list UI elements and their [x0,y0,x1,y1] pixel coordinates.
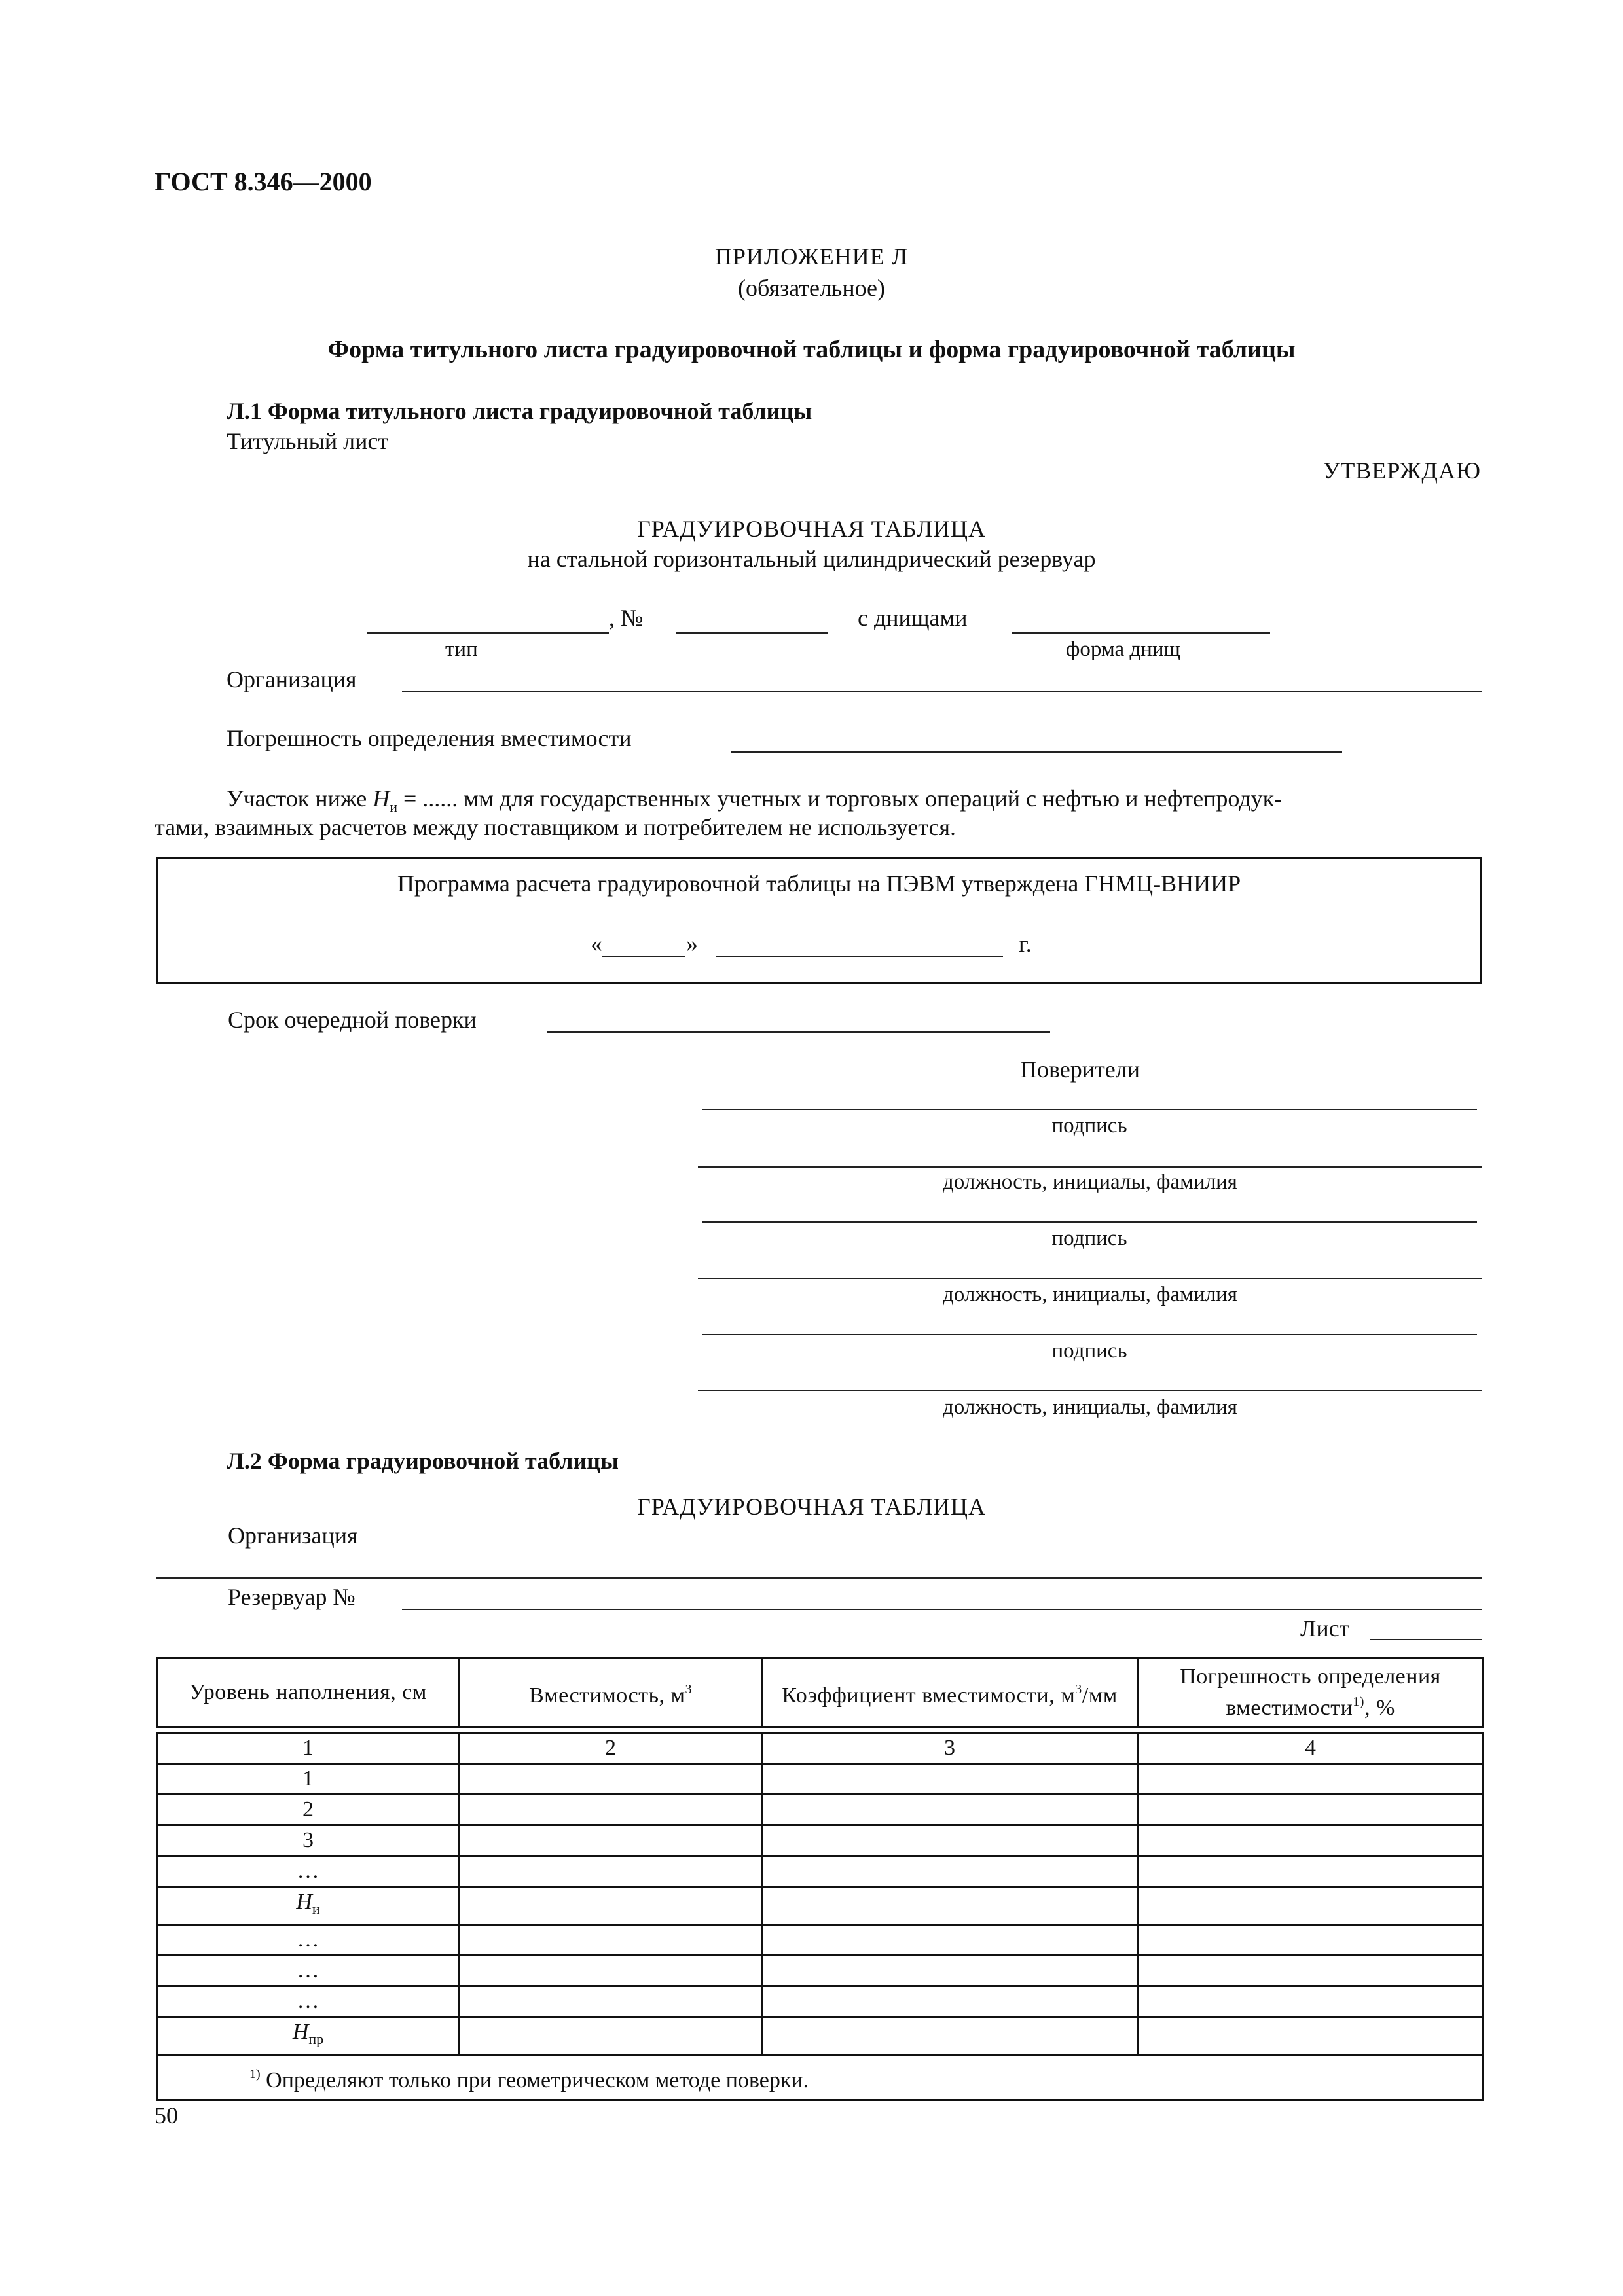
sheet-number-line[interactable] [1370,1639,1482,1640]
column-number: 1 [157,1733,460,1764]
error-cell[interactable] [1138,1887,1484,1925]
level-cell: … [157,1925,460,1956]
level-cell-h-i: $Н_и$ [157,1887,460,1925]
table-row [157,1825,1484,1856]
error-cell[interactable] [1138,1795,1484,1825]
table-row [157,1795,1484,1825]
day-field-line[interactable] [602,956,685,957]
page-number: 50 [155,2102,178,2128]
tank-number-line[interactable] [402,1609,1482,1610]
signature-caption-3: подпись [1051,1339,1127,1363]
error-label: Погрешность определения вместимости [227,725,632,751]
section1-heading: Л.1 Форма титульного листа градуировочной таблицы [227,398,812,424]
verifiers-label: Поверители [1020,1056,1140,1083]
date-open-quote: « [591,931,602,957]
capacity-cell[interactable] [460,1795,762,1825]
appendix-title: ПРИЛОЖЕНИЕ Л [714,243,909,270]
bottoms-caption: форма днищ [1066,637,1180,661]
type-caption: тип [445,637,478,661]
approve-label: УТВЕРЖДАЮ [1322,457,1481,484]
error-cell[interactable] [1138,1856,1484,1887]
column-number: 4 [1138,1733,1484,1764]
capacity-cell[interactable] [460,1887,762,1925]
position-line-1[interactable] [698,1166,1482,1168]
table-row [157,1956,1484,1986]
year-suffix: г. [1019,931,1032,957]
coefficient-cell[interactable] [762,1795,1138,1825]
column-number: 2 [460,1733,762,1764]
organization-field-line[interactable] [402,691,1482,692]
error-cell[interactable] [1138,1764,1484,1795]
capacity-cell[interactable] [460,1925,762,1956]
appendix-status: (обязательное) [738,275,885,301]
coefficient-cell[interactable] [762,1925,1138,1956]
position-line-3[interactable] [698,1390,1482,1391]
coefficient-cell[interactable] [762,1856,1138,1887]
position-caption-2: должность, инициалы, фамилия [943,1283,1237,1306]
table-row [157,2017,1484,2055]
capacity-cell[interactable] [460,1825,762,1856]
next-check-field-line[interactable] [547,1031,1050,1033]
column-number: 3 [762,1733,1138,1764]
coefficient-cell[interactable] [762,1825,1138,1856]
level-cell: 2 [157,1795,460,1825]
main-title: Форма титульного листа градуировочной таблицы и форма градуировочной таблицы [327,336,1296,363]
signature-caption-1: подпись [1051,1114,1127,1138]
level-cell: … [157,1956,460,1986]
header-gap-row [157,1727,1484,1733]
signature-line-2[interactable] [702,1221,1477,1223]
calibration-table-subtitle: на стальной горизонтальный цилиндрический резервуар [527,546,1096,572]
month-year-field-line[interactable] [716,956,1003,957]
signature-line-3[interactable] [702,1334,1477,1335]
level-cell: 3 [157,1825,460,1856]
capacity-cell[interactable] [460,1986,762,2017]
coefficient-cell[interactable] [762,1986,1138,2017]
table-row [157,1764,1484,1795]
column-header-capacity: Вместимость, $м^3$ [460,1659,762,1727]
coefficient-cell[interactable] [762,1764,1138,1795]
error-cell[interactable] [1138,2017,1484,2055]
column-header-level: Уровень наполнения, см [157,1659,460,1727]
footnote-cell: $^{1)}$ Определяют только при геометрическом методе поверки. [157,2055,1484,2100]
bottoms-label: с днищами [858,605,968,631]
coefficient-cell[interactable] [762,2017,1138,2055]
table-row [157,1887,1484,1925]
capacity-cell[interactable] [460,1856,762,1887]
program-approval-text: Программа расчета градуировочной таблицы на ПЭВМ утверждена ГНМЦ-ВНИИР [397,870,1241,897]
capacity-cell[interactable] [460,1764,762,1795]
calibration-table [156,1657,1484,2101]
level-cell-h-pr: $Н_{пр}$ [157,2017,460,2055]
column-header-coefficient: Коэффициент вместимости, $м^3/мм$ [762,1659,1138,1727]
number-field-line[interactable] [676,632,828,634]
error-cell[interactable] [1138,1986,1484,2017]
section-note-line2: тами, взаимных расчетов между поставщиком и потребителем не используется. [155,814,957,840]
error-cell[interactable] [1138,1925,1484,1956]
table-row [157,1986,1484,2017]
section-note-line1: Участок ниже $Н_и$ = ...... мм для государственных учетных и торговых операций с нефтью и нефтепродук- [227,785,1283,815]
tank-label: Резервуар № [228,1584,356,1610]
level-cell: … [157,1986,460,2017]
level-cell: … [157,1856,460,1887]
error-cell[interactable] [1138,1956,1484,1986]
capacity-cell[interactable] [460,2017,762,2055]
section2-organization-line[interactable] [156,1577,1482,1579]
position-caption-1: должность, инициалы, фамилия [943,1170,1237,1194]
signature-caption-2: подпись [1051,1227,1127,1250]
level-cell: 1 [157,1764,460,1795]
table-row [157,1856,1484,1887]
standard-code: ГОСТ 8.346—2000 [155,167,372,196]
next-check-label: Срок очередной поверки [228,1007,477,1033]
error-cell[interactable] [1138,1825,1484,1856]
column-number-row [157,1733,1484,1764]
section2-heading: Л.2 Форма градуировочной таблицы [227,1448,619,1474]
error-field-line[interactable] [731,751,1342,753]
signature-line-1[interactable] [702,1109,1477,1110]
section2-table-title: ГРАДУИРОВОЧНАЯ ТАБЛИЦА [636,1494,987,1520]
title-page-label: Титульный лист [227,428,389,454]
sheet-label: Лист [1300,1615,1350,1641]
footnote-row [157,2055,1484,2100]
table-row [157,1925,1484,1956]
position-caption-3: должность, инициалы, фамилия [943,1395,1237,1419]
column-header-error: Погрешность определения вместимости$^{1)}$, % [1138,1659,1484,1727]
section2-organization-label: Организация [228,1522,358,1549]
position-line-2[interactable] [698,1278,1482,1279]
date-close-quote: » [686,931,698,957]
type-field-line[interactable] [367,632,609,634]
coefficient-cell[interactable] [762,1956,1138,1986]
calibration-table-title: ГРАДУИРОВОЧНАЯ ТАБЛИЦА [636,516,987,542]
bottoms-field-line[interactable] [1012,632,1270,634]
coefficient-cell[interactable] [762,1887,1138,1925]
organization-label: Организация [227,666,357,692]
table-header-row [157,1659,1484,1727]
capacity-cell[interactable] [460,1956,762,1986]
number-label: , № [609,605,644,631]
